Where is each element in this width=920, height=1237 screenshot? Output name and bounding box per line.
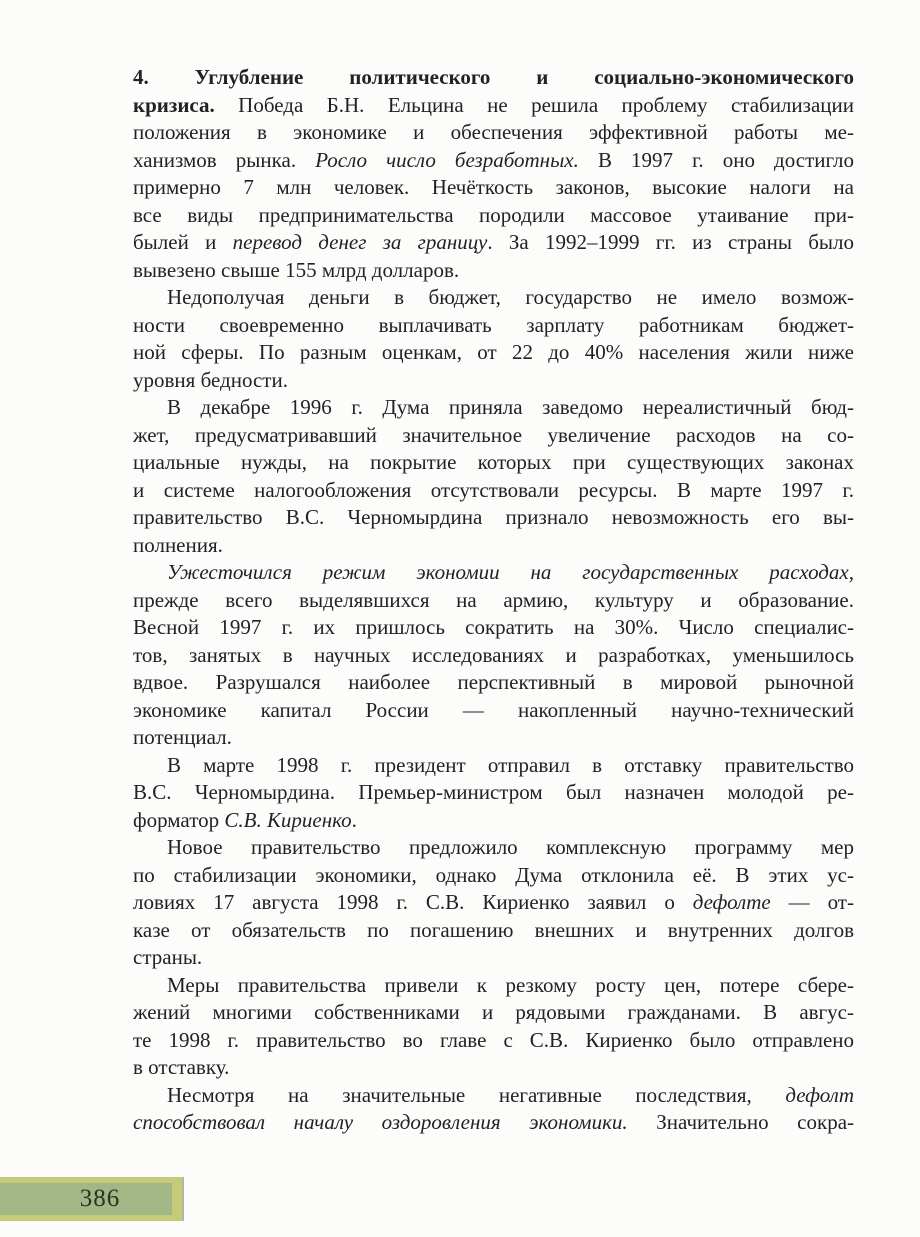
body-text: жет, предусматривавший значительное увеличение расходов на со-: [133, 422, 854, 447]
paragraph: [133, 972, 854, 1082]
text-line: [133, 202, 854, 230]
body-text: Значительно сокра-: [627, 1110, 854, 1134]
body-text: полнения.: [133, 532, 223, 557]
emphasis-text: способствовал началу оздоровления экономики.: [133, 1110, 628, 1134]
paragraph: [133, 752, 854, 835]
emphasis-text: С.В. Кириенко: [224, 807, 352, 832]
text-line: [133, 257, 854, 285]
body-text: .: [351, 807, 357, 832]
body-text: ной сферы. По разным оценкам, от 22 до 40% населения жили ниже: [133, 340, 854, 364]
text-line: [133, 559, 854, 587]
text-line: [133, 1109, 854, 1137]
body-text: Недополучая деньги в бюджет, государство не имело возмож-: [167, 285, 854, 309]
text-line: [133, 312, 854, 340]
text-line: [133, 834, 854, 862]
body-text: Новое правительство предложило комплексную программу мер: [167, 835, 854, 859]
text-line: [133, 807, 854, 835]
paragraph: [133, 64, 854, 284]
text-line: [133, 752, 854, 780]
body-text: и системе налогообложения отсутствовали ресурсы. В марте 1997 г.: [133, 477, 854, 502]
text-line: [133, 862, 854, 890]
text-line: [133, 477, 854, 505]
emphasis-text: дефолт: [785, 1082, 854, 1107]
body-text: ловиях 17 августа 1998 г. С.В. Кириенко заявил о: [133, 890, 693, 914]
paragraph: [133, 834, 854, 972]
body-text: уровня бедности.: [133, 367, 288, 392]
text-line: [133, 449, 854, 477]
text-line: [133, 174, 854, 202]
body-text: положения в экономике и обеспечения эффективной работы ме-: [133, 120, 854, 144]
text-line: [133, 1054, 854, 1082]
article-text: [133, 64, 854, 1137]
text-line: [133, 1082, 854, 1110]
text-line: [133, 972, 854, 1000]
body-text: Меры правительства привели к резкому росту цен, потере сбере-: [167, 972, 854, 997]
body-text: примерно 7 млн человек. Нечёткость законов, высокие налоги на: [133, 175, 854, 199]
text-line: [133, 642, 854, 670]
text-line: [133, 999, 854, 1027]
body-text: В.С. Черномырдина. Премьер-министром был назначен молодой ре-: [133, 780, 854, 804]
body-text: ханизмов рынка.: [133, 147, 316, 172]
text-line: [133, 229, 854, 257]
body-text: ности своевременно выплачивать зарплату работникам бюджет-: [133, 312, 854, 337]
heading-text: 4. Углубление политического и социально-экономического: [133, 65, 854, 89]
body-text: страны.: [133, 945, 203, 969]
text-line: [133, 532, 854, 560]
body-text: казе от обязательств по погашению внешних и внутренних долгов: [133, 917, 854, 942]
paragraph: [133, 394, 854, 559]
body-text: экономике капитал России — накопленный научно-технический: [133, 697, 854, 722]
emphasis-text: Ужесточился режим экономии на государственных расходах,: [167, 560, 854, 584]
body-text: жений многими собственниками и рядовыми гражданами. В авгус-: [133, 1000, 854, 1024]
text-line: [133, 367, 854, 395]
body-text: вывезено свыше 155 млрд долларов.: [133, 257, 460, 282]
text-line: [133, 147, 854, 175]
body-text: все виды предпринимательства породили массовое утаивание при-: [133, 202, 854, 227]
text-line: [133, 724, 854, 752]
text-line: [133, 284, 854, 312]
body-text: тов, занятых в научных исследованиях и разработках, уменьшилось: [133, 642, 854, 667]
text-line: [133, 587, 854, 615]
text-line: [133, 614, 854, 642]
paragraph: [133, 284, 854, 394]
body-text: В 1997 г. оно достигло: [578, 147, 854, 172]
body-text: по стабилизации экономики, однако Дума отклонила её. В этих ус-: [133, 862, 854, 887]
body-text: прежде всего выделявшихся на армию, культуру и образование.: [133, 587, 854, 612]
text-line: [133, 119, 854, 147]
text-line: [133, 697, 854, 725]
text-line: [133, 339, 854, 367]
body-text: потенциал.: [133, 725, 232, 749]
body-text: те 1998 г. правительство во главе с С.В. Кириенко было отправлено: [133, 1027, 854, 1052]
paragraph: [133, 559, 854, 752]
emphasis-text: перевод денег за границу: [232, 230, 488, 254]
page-number: 386: [79, 1185, 121, 1212]
body-text: циальные нужды, на покрытие которых при существующих законах: [133, 450, 854, 474]
emphasis-text: дефолте: [692, 890, 771, 914]
text-line: [133, 394, 854, 422]
page-number-strip: [0, 1177, 184, 1221]
text-line: [133, 669, 854, 697]
body-text: Победа Б.Н. Ельцина не решила проблему стабилизации: [214, 92, 854, 117]
paragraph: [133, 1082, 854, 1137]
text-line: [133, 64, 854, 92]
body-text: в отставку.: [133, 1055, 230, 1079]
body-text: . За 1992–1999 гг. из страны было: [487, 230, 854, 254]
body-text: — от-: [770, 890, 854, 914]
body-text: правительство В.С. Черномырдина признало невозможность его вы-: [133, 505, 854, 529]
text-line: [133, 944, 854, 972]
body-text: вдвое. Разрушался наиболее перспективный в мировой рыночной: [133, 670, 854, 694]
body-text: В марте 1998 г. президент отправил в отставку правительство: [167, 752, 854, 777]
heading-text: кризиса.: [133, 92, 215, 117]
text-line: [133, 917, 854, 945]
emphasis-text: Росло число безработных.: [315, 147, 579, 172]
text-line: [133, 92, 854, 120]
body-text: Несмотря на значительные негативные последствия,: [167, 1082, 786, 1107]
body-text: былей и: [133, 230, 233, 254]
text-line: [133, 889, 854, 917]
text-line: [133, 1027, 854, 1055]
text-line: [133, 779, 854, 807]
body-text: форматор: [133, 807, 225, 832]
body-text: Весной 1997 г. их пришлось сократить на 30%. Число специалис-: [133, 615, 854, 639]
body-text: В декабре 1996 г. Дума приняла заведомо нереалистичный бюд-: [167, 395, 854, 419]
page-number-strip-inner: [0, 1183, 172, 1215]
text-line: [133, 504, 854, 532]
text-line: [133, 422, 854, 450]
